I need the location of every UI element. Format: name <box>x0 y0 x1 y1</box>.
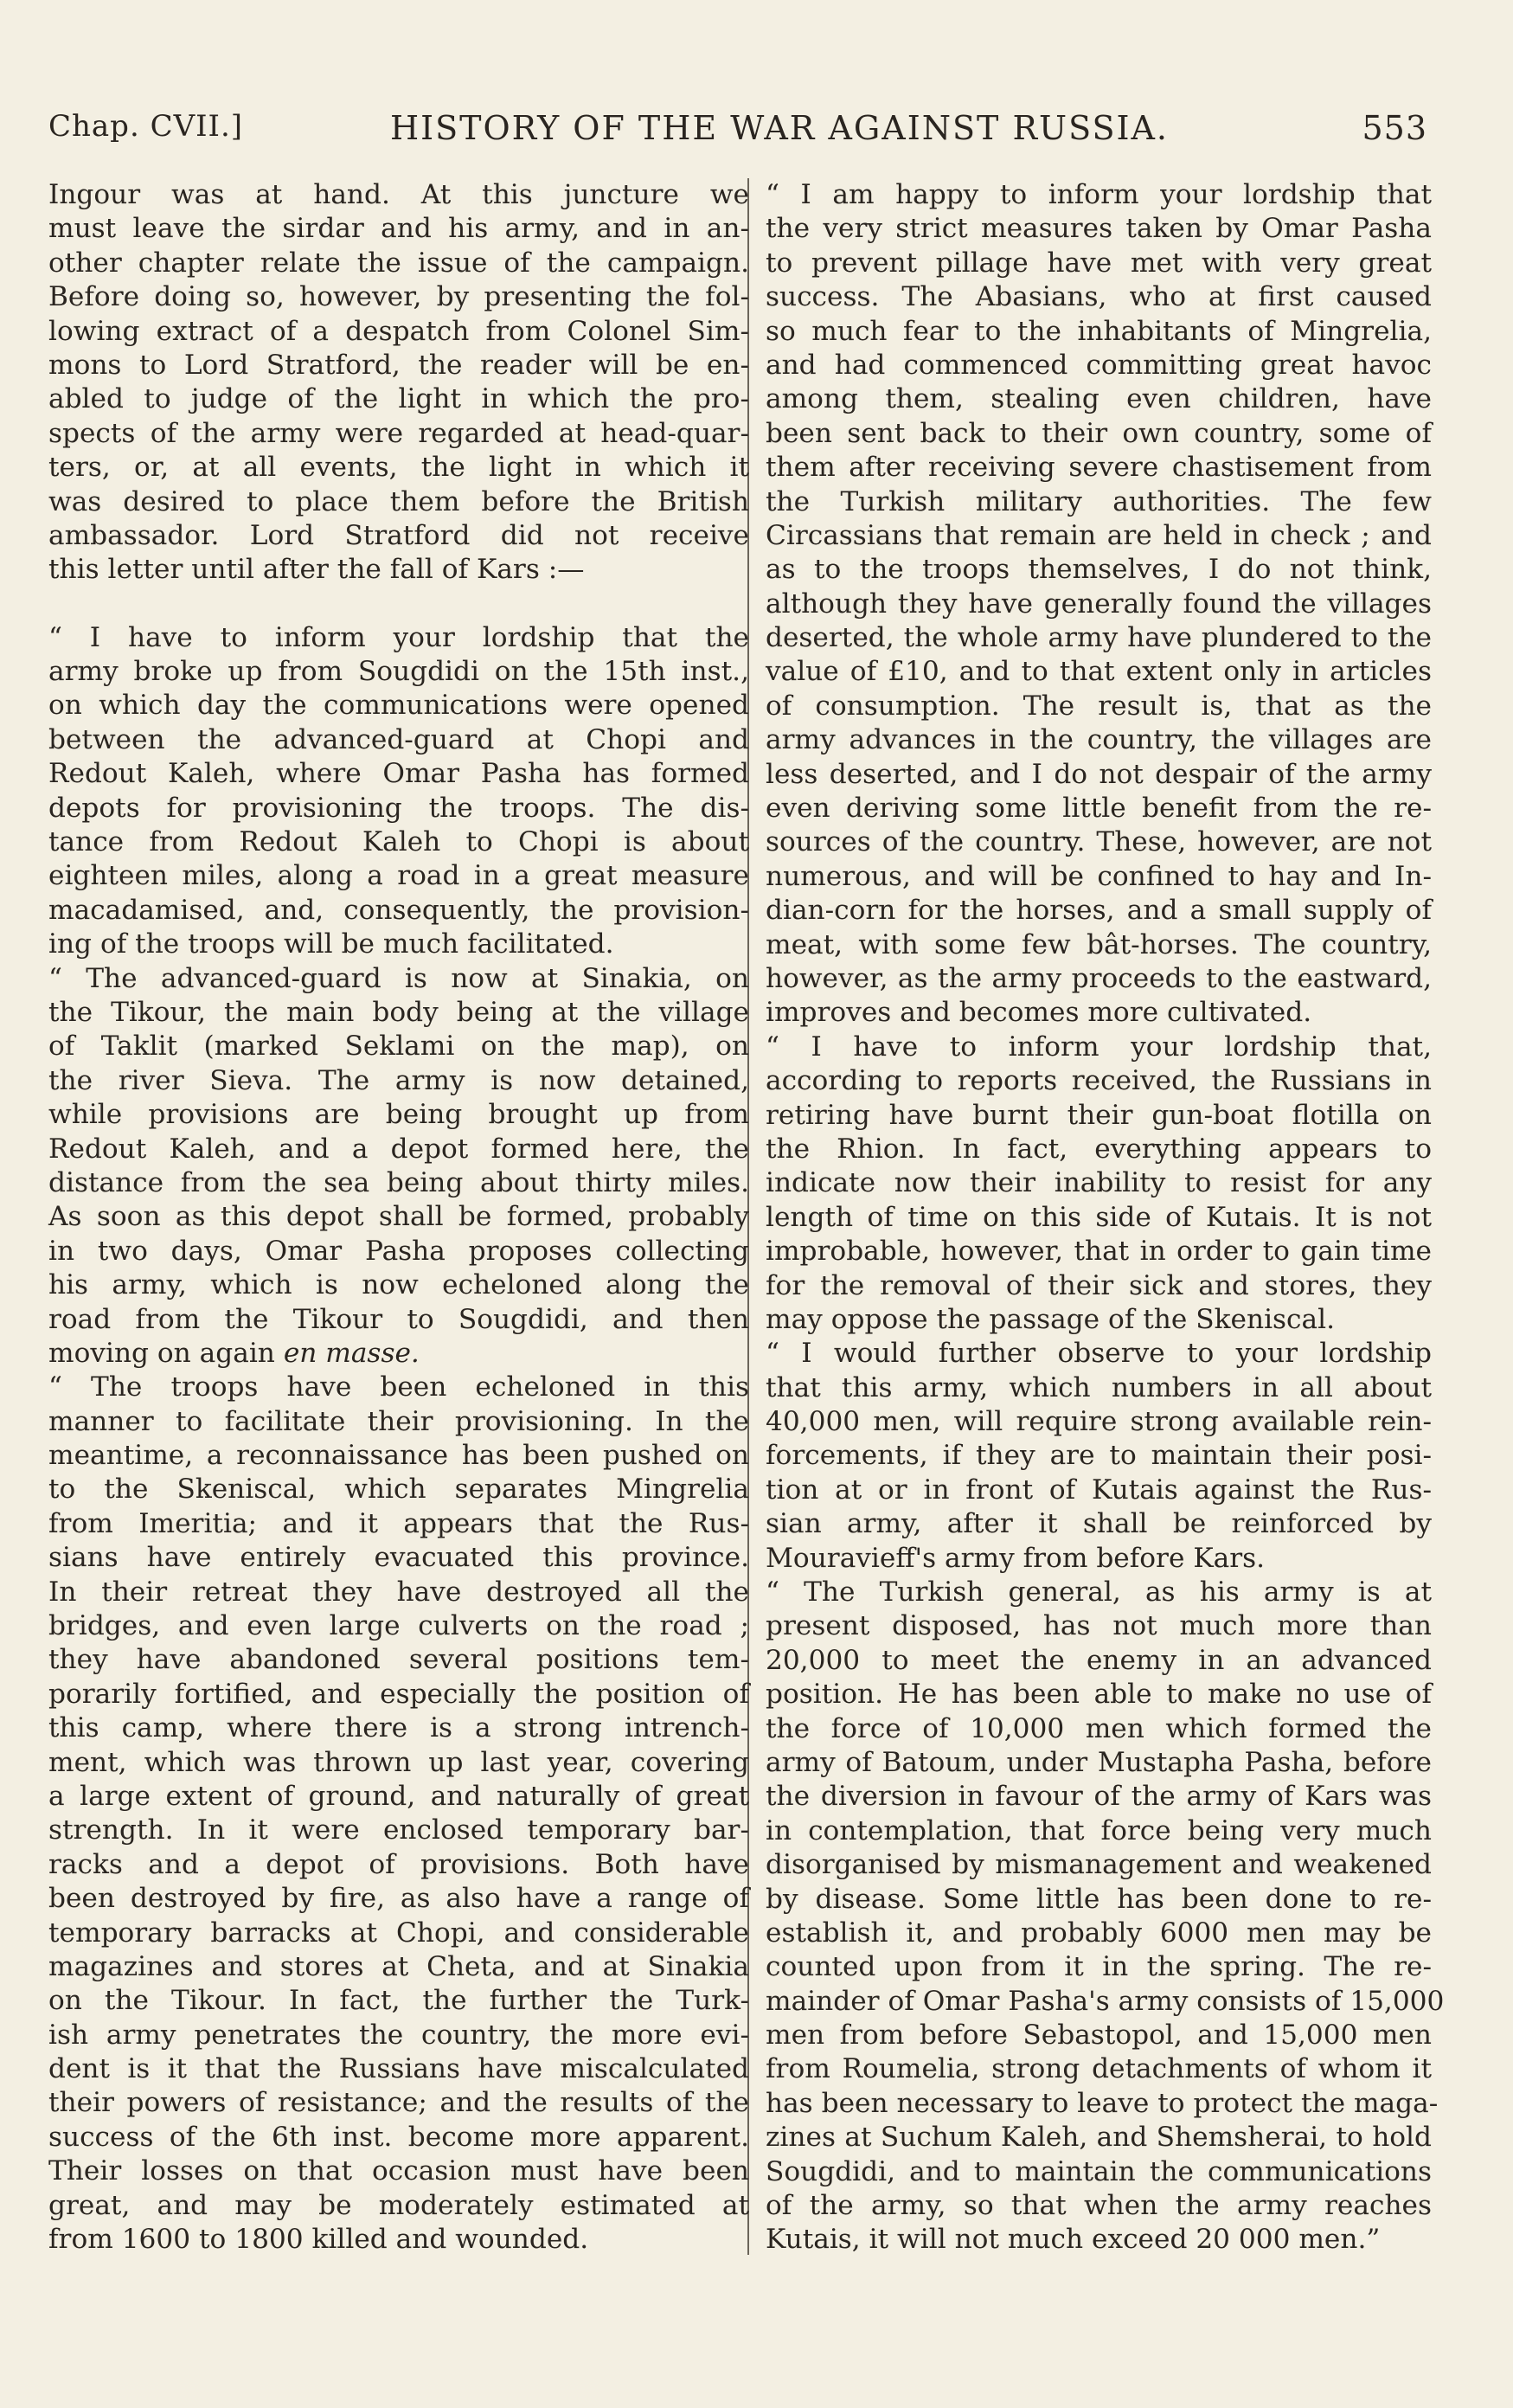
text-line: ment, which was thrown up last year, covering <box>48 1746 749 1778</box>
paragraph <box>48 621 749 962</box>
text-line: been sent back to their own country, some of <box>766 417 1432 449</box>
text-line: porarily fortified, and especially the position of <box>48 1678 749 1710</box>
text-line: this camp, where there is a strong intrench- <box>48 1712 749 1744</box>
text-line: strength. In it were enclosed temporary bar- <box>48 1814 749 1846</box>
text-line: abled to judge of the light in which the pro- <box>48 383 749 415</box>
text-line: and had commenced committing great havoc <box>766 349 1432 381</box>
text-line: army of Batoum, under Mustapha Pasha, before <box>766 1746 1432 1778</box>
text-line: to the Skeniscal, which separates Mingrelia <box>48 1474 749 1506</box>
text-line: according to reports received, the Russians in <box>766 1065 1432 1097</box>
text-line: great, and may be moderately estimated at <box>48 2189 749 2221</box>
text-line: on the Tikour. In fact, the further the Turk- <box>48 1985 749 2017</box>
text-line: less deserted, and I do not despair of the army <box>766 758 1432 790</box>
paragraph <box>766 178 1432 1031</box>
text-line: mons to Lord Stratford, the reader will be en- <box>48 349 749 381</box>
italic-phrase: en masse. <box>283 1337 420 1369</box>
paragraph <box>766 1576 1445 2257</box>
text-line: 20,000 to meet the enemy in an advanced <box>766 1644 1432 1676</box>
text-line: improbable, however, that in order to gain time <box>766 1236 1432 1268</box>
text-line: tion at or in front of Kutais against the Rus- <box>766 1474 1432 1506</box>
text-line: sians have entirely evacuated this province. <box>48 1542 749 1574</box>
text-line: position. He has been able to make no use of <box>766 1679 1432 1711</box>
text-line: was desired to place them before the British <box>48 485 749 517</box>
text-line: As soon as this depot shall be formed, probably <box>48 1201 749 1233</box>
page-header <box>48 109 1427 152</box>
text-line: that this army, which numbers in all about <box>766 1371 1432 1403</box>
text-line: macadamised, and, consequently, the provision- <box>48 894 749 926</box>
text-line: “ The troops have been echeloned in this <box>48 1371 749 1403</box>
text-line: retiring have burnt their gun-boat flotilla on <box>766 1099 1432 1131</box>
text-line: road from the Tikour to Sougdidi, and then <box>48 1303 749 1335</box>
text-line: In their retreat they have destroyed all the <box>48 1576 749 1608</box>
running-title: HISTORY OF THE WAR AGAINST RUSSIA. <box>390 109 1170 147</box>
text-line: from Roumelia, strong detachments of whom it <box>766 2053 1432 2085</box>
text-line: them after receiving severe chastisement from <box>766 452 1432 484</box>
text-line: the diversion in favour of the army of Kars was <box>766 1781 1432 1813</box>
text-line: army advances in the country, the villages are <box>766 724 1432 756</box>
text-line: “ The advanced-guard is now at Sinakia, on <box>48 962 749 994</box>
text-line: in contemplation, that force being very much <box>766 1814 1432 1846</box>
text-line: Kutais, it will not much exceed 20 000 men.” <box>766 2224 1381 2256</box>
text-line: Ingour was at hand. At this juncture we <box>48 179 749 210</box>
text-line: depots for provisioning the troops. The dis- <box>48 792 749 824</box>
text-line: from Imeritia; and it appears that the Rus- <box>48 1507 749 1539</box>
text-line: from 1600 to 1800 killed and wounded. <box>48 2224 589 2256</box>
text-line: in two days, Omar Pasha proposes collecting <box>48 1235 749 1267</box>
text-line: ters, or, at all events, the light in which it <box>48 452 749 484</box>
text-line: must leave the sirdar and his army, and in an- <box>48 213 749 245</box>
paragraph <box>48 178 749 588</box>
text-line: success. The Abasians, who at first caused <box>766 281 1432 313</box>
text-line: numerous, and will be confined to hay and In- <box>766 860 1432 892</box>
text-line: for the removal of their sick and stores, they <box>766 1269 1432 1301</box>
text-line: success of the 6th inst. become more apparent. <box>48 2121 749 2153</box>
text-line: the force of 10,000 men which formed the <box>766 1712 1432 1744</box>
text-line: Circassians that remain are held in check ; and <box>766 519 1432 551</box>
text-line: as to the troops themselves, I do not think, <box>766 554 1432 586</box>
text-line: establish it, and probably 6000 men may be <box>766 1917 1432 1949</box>
text-line: spects of the army were regarded at head-quar- <box>48 417 749 449</box>
text-line: by disease. Some little has been done to re- <box>766 1883 1432 1915</box>
text-line: Before doing so, however, by presenting the fol- <box>48 281 749 313</box>
text-line: sian army, after it shall be reinforced by <box>766 1508 1432 1540</box>
text-line: dian-corn for the horses, and a small supply of <box>766 895 1432 927</box>
text-line: length of time on this side of Kutais. It is not <box>766 1201 1432 1233</box>
text-line: forcements, if they are to maintain their posi- <box>766 1440 1432 1472</box>
text-line: value of £10, and to that extent only in articles <box>766 656 1432 688</box>
text-line: the Tikour, the main body being at the village <box>48 996 749 1028</box>
text-line: “ I have to inform your lordship that the <box>48 621 749 653</box>
text-line: his army, which is now echeloned along the <box>48 1269 749 1301</box>
text-line: indicate now their inability to resist for any <box>766 1167 1432 1199</box>
text-line: of consumption. The result is, that as the <box>766 690 1432 722</box>
text-line: the Rhion. In fact, everything appears to <box>766 1133 1432 1165</box>
text-line: their powers of resistance; and the results of the <box>48 2087 749 2119</box>
text-line: although they have generally found the villages <box>766 588 1432 620</box>
text-line: eighteen miles, along a road in a great measure <box>48 860 749 892</box>
text-line: zines at Suchum Kaleh, and Shemsherai, to hold <box>766 2122 1432 2154</box>
text-line: mainder of Omar Pasha's army consists of 15,000 <box>766 1985 1445 2017</box>
text-line: to prevent pillage have met with very great <box>766 247 1432 279</box>
text-line: deserted, the whole army have plundered to the <box>766 622 1432 654</box>
text-line: has been necessary to leave to protect the maga- <box>766 2087 1439 2119</box>
text-line: racks and a depot of provisions. Both have <box>48 1848 749 1880</box>
text-line: even deriving some little benefit from the re- <box>766 793 1432 825</box>
text-line: between the advanced-guard at Chopi and <box>48 723 749 755</box>
text-line: Mouravieff's army from before Kars. <box>766 1542 1266 1574</box>
text-line: army broke up from Sougdidi on the 15th inst., <box>48 656 749 688</box>
text-line: other chapter relate the issue of the campaign. <box>48 247 749 279</box>
text-line: lowing extract of a despatch from Colonel Sim- <box>48 315 749 347</box>
text-line: improves and becomes more cultivated. <box>766 997 1312 1029</box>
text-line: “ I would further observe to your lordship <box>766 1338 1432 1370</box>
text-line: been destroyed by fire, as also have a range of <box>48 1883 749 1915</box>
text-line: 40,000 men, will require strong available rein- <box>766 1406 1432 1438</box>
left-column <box>48 178 749 2257</box>
text-line: dent is it that the Russians have miscalculated <box>48 2053 749 2085</box>
text-line: however, as the army proceeds to the eastward, <box>766 962 1432 994</box>
text-line: ing of the troops will be much facilitated. <box>48 928 614 960</box>
text-line: present disposed, has not much more than <box>766 1610 1432 1642</box>
text-line: magazines and stores at Cheta, and at Sinakia <box>48 1950 749 1982</box>
chapter-label: Chap. CVII.] <box>48 109 244 144</box>
paragraph <box>766 1031 1432 1338</box>
text-line: distance from the sea being about thirty miles. <box>48 1166 749 1198</box>
text-line: “ The Turkish general, as his army is at <box>766 1576 1432 1609</box>
text-line: disorganised by mismanagement and weakened <box>766 1849 1432 1881</box>
text-line: “ I have to inform your lordship that, <box>766 1031 1432 1063</box>
text-line: counted upon from it in the spring. The re- <box>766 1951 1432 1983</box>
text-line: “ I am happy to inform your lordship that <box>766 179 1432 210</box>
text-line: men from before Sebastopol, and 15,000 men <box>766 2020 1432 2052</box>
text-line: among them, stealing even children, have <box>766 383 1432 415</box>
text-line: while provisions are being brought up from <box>48 1099 749 1131</box>
text-line: moving on again en masse. <box>48 1337 420 1369</box>
text-line: manner to facilitate their provisioning. In the <box>48 1405 749 1437</box>
text-line: they have abandoned several positions tem- <box>48 1644 749 1676</box>
text-line: Their losses on that occasion must have been <box>48 2155 749 2187</box>
text-line: ish army penetrates the country, the more evi- <box>48 2019 749 2051</box>
text-line: a large extent of ground, and naturally of great <box>48 1780 749 1812</box>
text-line: Redout Kaleh, where Omar Pasha has formed <box>48 758 749 790</box>
text-line: meat, with some few bât-horses. The country, <box>766 928 1432 960</box>
text-line: sources of the country. These, however, are not <box>766 826 1432 858</box>
page-number: 553 <box>1362 109 1427 147</box>
text-line: Sougdidi, and to maintain the communications <box>766 2155 1432 2187</box>
paragraph <box>48 1371 749 2257</box>
text-line: bridges, and even large culverts on the road ; <box>48 1610 749 1642</box>
paragraph <box>48 962 749 1337</box>
text-line: meantime, a reconnaissance has been pushed on <box>48 1440 749 1472</box>
text-line: of Taklit (marked Seklami on the map), on <box>48 1031 749 1063</box>
paragraph-gap <box>48 588 749 621</box>
text-line: the river Sieva. The army is now detained, <box>48 1064 749 1096</box>
text-line: temporary barracks at Chopi, and considerable <box>48 1917 749 1949</box>
text-line: the Turkish military authorities. The few <box>766 485 1432 517</box>
text-line: of the army, so that when the army reaches <box>766 2190 1432 2222</box>
text-line: Redout Kaleh, and a depot formed here, the <box>48 1133 749 1165</box>
paragraph <box>766 1337 1432 1576</box>
text-line: the very strict measures taken by Omar Pasha <box>766 213 1432 245</box>
right-column <box>766 178 1445 2257</box>
text-line: may oppose the passage of the Skeniscal. <box>766 1303 1335 1335</box>
text-line: so much fear to the inhabitants of Mingrelia, <box>766 315 1432 347</box>
text-line: tance from Redout Kaleh to Chopi is about <box>48 826 749 858</box>
text-line: on which day the communications were opened <box>48 690 749 722</box>
text-line: this letter until after the fall of Kars :— <box>48 554 585 586</box>
text-line: ambassador. Lord Stratford did not receive <box>48 519 749 551</box>
